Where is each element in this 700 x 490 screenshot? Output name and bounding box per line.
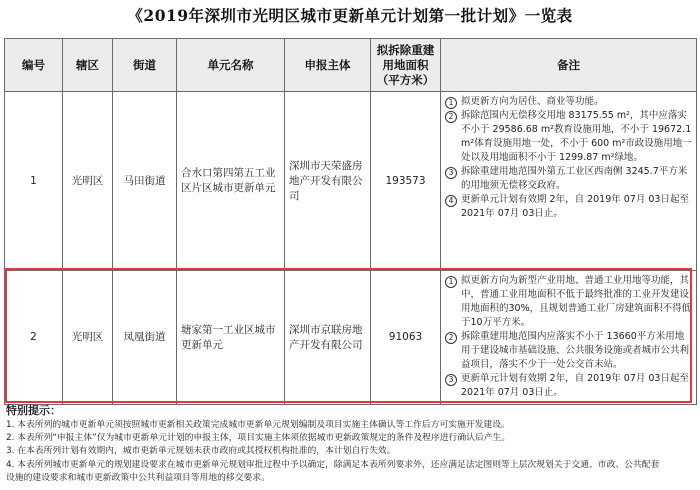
page-title: 《2019年深圳市光明区城市更新单元计划第一批计划》一览表: [127, 6, 573, 25]
header-num: 编号: [5, 39, 63, 92]
table-header-row: [5, 39, 697, 92]
remark-text: 拆除重建用地范围外第五工业区西南侧 3245.7平方米的用地须无偿移交政府。: [461, 166, 688, 191]
remark-number: 2: [445, 332, 457, 344]
note-line: 1. 本表所列的城市更新单元须按照城市更新相关政策完成城市更新单元规划编制及项目实施主体确认等工作后方可实施开发建设。: [6, 420, 510, 430]
remarks-list: [445, 274, 692, 400]
remark-item: [445, 193, 692, 221]
remark-item: [445, 95, 692, 109]
remarks-list: [445, 95, 692, 221]
remark-number: 4: [445, 195, 457, 207]
cell-unit-name: 塘家第一工业区城市更新单元: [177, 271, 285, 405]
special-notes: [6, 404, 696, 485]
cell-remarks: [441, 92, 697, 271]
header-unit-name: 单元名称: [177, 39, 285, 92]
remark-text: 拟更新方向为居住、商业等功能。: [461, 96, 604, 107]
cell-street: 凤凰街道: [113, 271, 177, 405]
remark-number: 2: [445, 111, 457, 123]
remark-text: 更新单元计划有效期 2年，自 2019年 07月 03日起至 2021年 07月 03日止。: [461, 373, 689, 398]
remark-text: 拆除重建用地范围内应落实不小于 13660平方米用地用于建设城市基础设施、公共服务设施或者城市公共利益项目，落实不少于一处公交首末站。: [461, 331, 690, 370]
cell-district: 光明区: [63, 92, 113, 271]
table-row: [5, 271, 697, 405]
cell-district: 光明区: [63, 271, 113, 405]
remark-item: [445, 372, 692, 400]
remark-text: 拟更新方向为新型产业用地、普通工业用地等功能，其中，普通工业用地面积不低于最终批准的工业开发建设用地面积的30%，且规划普通工业厂房建筑面积不得低于10万平方米。: [461, 275, 692, 328]
cell-num: 1: [5, 92, 63, 271]
remark-item: [445, 330, 692, 372]
cell-area: 193573: [371, 92, 441, 271]
cell-applicant: 深圳市京联房地产开发有限公司: [285, 271, 371, 405]
header-district: 辖区: [63, 39, 113, 92]
cell-unit-name: 合水口第四第五工业区片区城市更新单元: [177, 92, 285, 271]
note-line: 3. 在本表所列计划有效期内，城市更新单元规划未获市政府或其授权机构批准的，本计划自行失效。: [6, 446, 396, 457]
cell-applicant: 深圳市天荣盛房地产开发有限公司: [285, 92, 371, 271]
remark-text: 拆除范围内无偿移交用地 83175.55 m²，其中应落实不小于 29586.68 m²教育设施用地，不小于 19672.1 m²体育设施用地一处，不小于 600 m²市政设施用地一处以及用地面积不小于 1299.87 m²绿地。: [461, 110, 692, 163]
table-row: [5, 92, 697, 271]
cell-street: 马田街道: [113, 92, 177, 271]
header-area: 拟拆除重建用地面积（平方米）: [371, 39, 441, 92]
remark-number: 3: [445, 374, 457, 386]
remark-item: [445, 109, 692, 165]
cell-area: 91063: [371, 271, 441, 405]
remark-text: 更新单元计划有效期 2年，自 2019年 07月 03日起至 2021年 07月 03日止。: [461, 194, 689, 219]
note-line: 2. 本表所列“申报主体”仅为城市更新单元计划的申报主体，项目实施主体须依据城市更新政策规定的条件及程序进行确认后产生。: [6, 433, 511, 444]
remark-number: 3: [445, 167, 457, 179]
notes-title: 特别提示：: [6, 404, 61, 417]
cell-num: 2: [5, 271, 63, 405]
header-remarks: 备注: [441, 39, 697, 92]
remark-number: 1: [445, 276, 457, 288]
remark-item: [445, 165, 692, 193]
note-line: 4. 本表所列城市更新单元的规划建设要求在城市更新单元规划审批过程中予以确定，除满足本表所列要求外，还应满足法定图则等上层次规划关于交通、市政、公共配套: [6, 459, 660, 470]
remark-item: [445, 274, 692, 330]
note-line: 设施的建设要求和城市更新政策中公共利益项目等用地的移交要求。: [6, 472, 270, 483]
remark-number: 1: [445, 97, 457, 109]
header-applicant: 申报主体: [285, 39, 371, 92]
cell-remarks: [441, 271, 697, 405]
renewal-plan-table: [4, 38, 697, 405]
header-street: 街道: [113, 39, 177, 92]
